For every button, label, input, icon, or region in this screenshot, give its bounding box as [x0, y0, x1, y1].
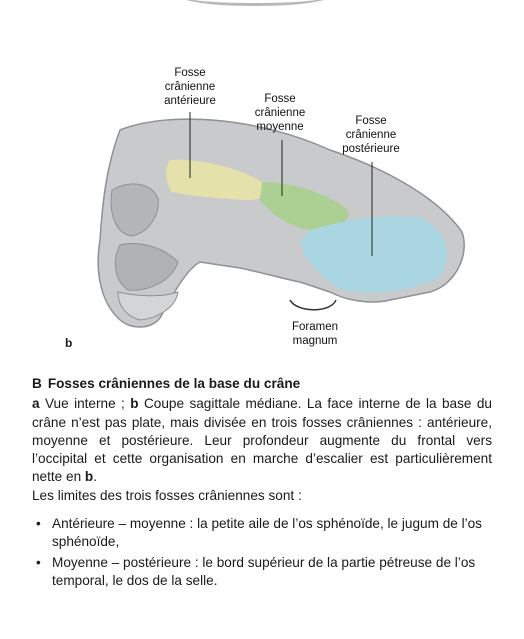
caption-body — [32, 395, 492, 486]
list-item-text: Antérieure – moyenne : la petite aile de l’os sphénoïde, le jugum de l’os sphénoïde, — [52, 516, 482, 550]
label-line: Fosse — [355, 115, 387, 127]
label-anterior-fossa — [150, 66, 230, 108]
label-foramen-magnum — [270, 320, 360, 348]
label-posterior-fossa — [326, 114, 416, 156]
label-line: Fosse — [264, 93, 296, 105]
foramen-magnum-bracket — [290, 300, 336, 310]
panel-letter: b — [65, 336, 73, 350]
label-line: Foramen — [291, 321, 339, 333]
caption-lead: Les limites des trois fosses crâniennes sont : — [32, 487, 302, 503]
label-line: crânienne — [164, 81, 216, 93]
caption-number: B — [32, 376, 42, 391]
label-line: postérieure — [342, 143, 400, 155]
label-line: antérieure — [164, 95, 216, 107]
caption-title — [32, 375, 492, 393]
caption-bullet-list — [32, 515, 492, 590]
label-line: moyenne — [256, 121, 304, 133]
bullet-icon: • — [36, 554, 41, 570]
bullet-icon: • — [36, 516, 41, 532]
figure-caption — [32, 375, 492, 592]
list-item-text: Moyenne – postérieure : le bord supérieur de la partie pétreuse de l’os temporal, le dos de la selle. — [52, 554, 476, 588]
label-line: Fosse — [174, 67, 206, 79]
label-line: crânienne — [345, 129, 397, 141]
caption-segment: a — [32, 396, 40, 412]
label-line: crânienne — [254, 107, 306, 119]
caption-segment: . — [93, 469, 98, 485]
list-item — [32, 554, 492, 591]
label-middle-fossa — [240, 92, 320, 134]
caption-segment: Coupe sagittale médiane. La face interne de la base du crâne n’est pas plate, mais divisée en trois fosses crâniennes : antérieure, moyenne et postérieure. Leur profondeur augmente du frontal vers l’occipital et cette organisation en marche d’escalier est particulièrement nette en — [32, 396, 492, 485]
caption-segment: b — [84, 469, 94, 485]
caption-segment: b — [130, 396, 139, 412]
label-line: magnum — [292, 335, 338, 347]
caption-segment: Vue interne ; — [39, 396, 131, 412]
caption-title-text: Fosses crâniennes de la base du crâne — [47, 376, 301, 391]
list-item — [32, 515, 492, 552]
